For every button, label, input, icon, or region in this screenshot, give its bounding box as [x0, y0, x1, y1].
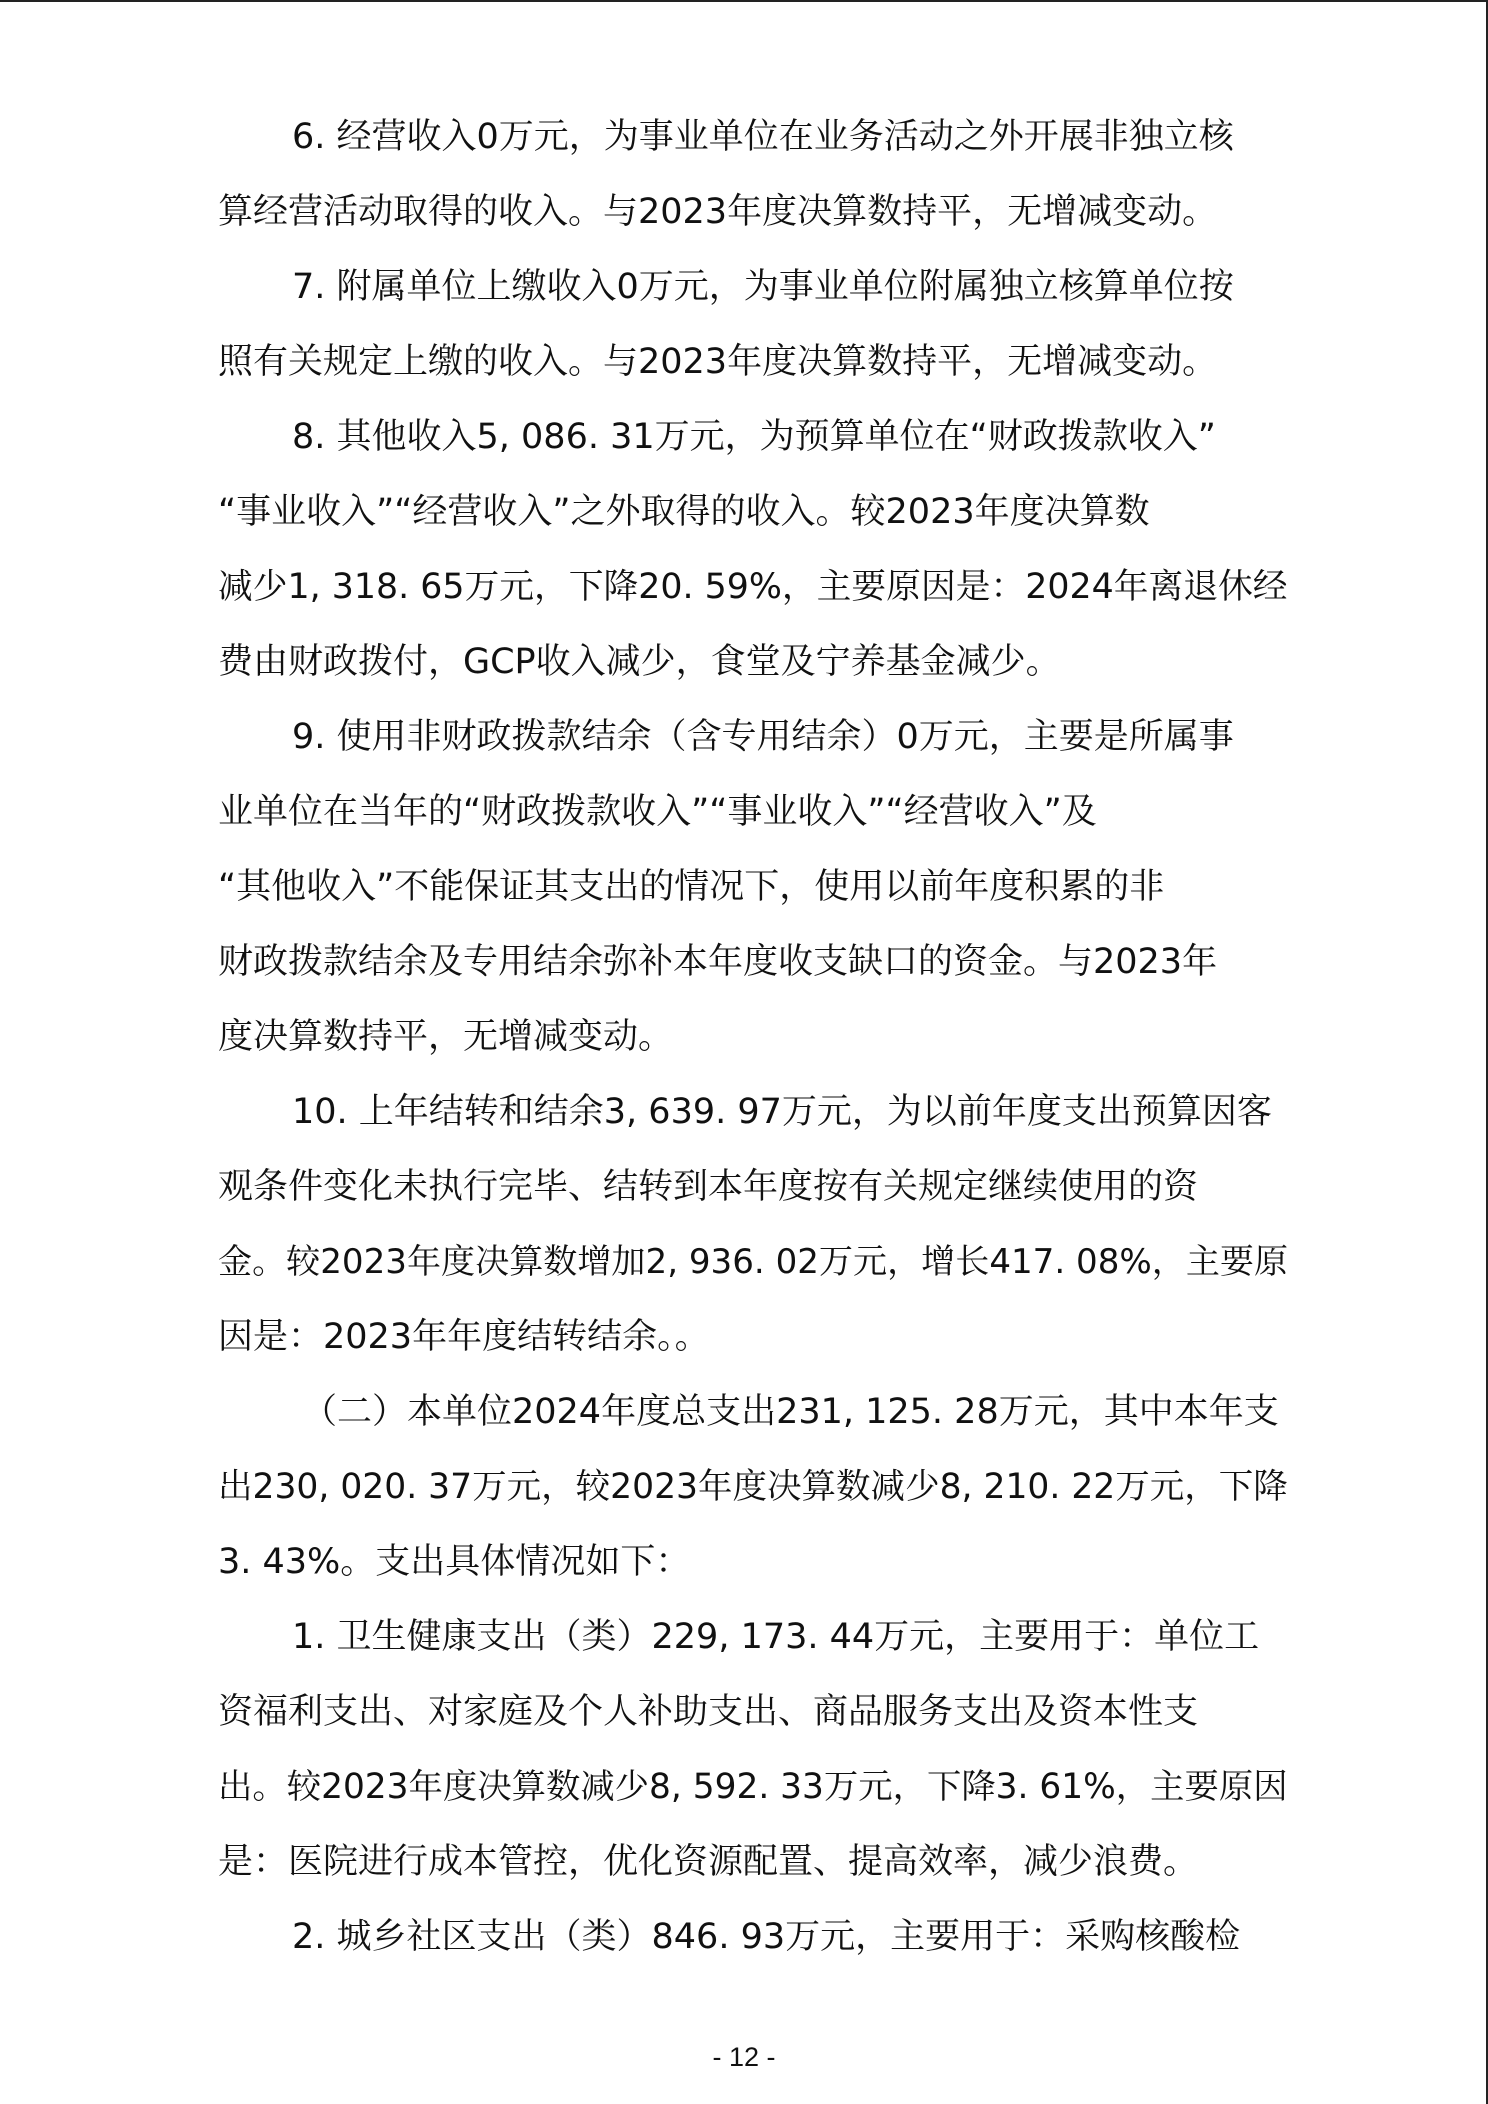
text-line: （二）本单位2024年度总支出231, 125. 28万元，其中本年支	[302, 1392, 1279, 1432]
text-line: 度决算数持平，无增减变动。	[218, 1017, 674, 1057]
text-line: 资福利支出、对家庭及个人补助支出、商品服务支出及资本性支	[218, 1692, 1199, 1732]
text-line: 出230, 020. 37万元，较2023年度决算数减少8, 210. 22万元，下降	[218, 1467, 1288, 1507]
text-line: “事业收入”“经营收入”之外取得的收入。较2023年度决算数	[218, 492, 1150, 532]
document-body	[218, 100, 1288, 1975]
text-line: “其他收入”不能保证其支出的情况下，使用以前年度积累的非	[218, 867, 1165, 907]
page-border-top	[0, 0, 1488, 2]
text-line: 2. 城乡社区支出（类）846. 93万元，主要用于：采购核酸检	[292, 1917, 1241, 1957]
text-line: 3. 43%。支出具体情况如下：	[218, 1542, 691, 1582]
text-line: 财政拨款结余及专用结余弥补本年度收支缺口的资金。与2023年	[218, 942, 1218, 982]
text-line: 8. 其他收入5, 086. 31万元，为预算单位在“财政拨款收入”	[292, 417, 1216, 457]
text-line: 10. 上年结转和结余3, 639. 97万元，为以前年度支出预算因客	[292, 1092, 1272, 1132]
text-line: 算经营活动取得的收入。与2023年度决算数持平，无增减变动。	[218, 192, 1218, 232]
text-line: 业单位在当年的“财政拨款收入”“事业收入”“经营收入”及	[218, 792, 1097, 832]
text-line: 费由财政拨付，GCP收入减少，食堂及宁养基金减少。	[218, 642, 1061, 682]
text-line: 金。较2023年度决算数增加2, 936. 02万元，增长417. 08%，主要原	[218, 1242, 1289, 1282]
text-line: 照有关规定上缴的收入。与2023年度决算数持平，无增减变动。	[218, 342, 1218, 382]
text-line: 因是：2023年年度结转结余。。	[218, 1317, 710, 1357]
text-line: 1. 卫生健康支出（类）229, 173. 44万元，主要用于：单位工	[292, 1617, 1260, 1657]
text-line: 9. 使用非财政拨款结余（含专用结余）0万元，主要是所属事	[292, 717, 1234, 757]
page-number: - 12 -	[712, 2042, 776, 2072]
text-line: 出。较2023年度决算数减少8, 592. 33万元，下降3. 61%，主要原因	[218, 1767, 1288, 1807]
text-line: 7. 附属单位上缴收入0万元，为事业单位附属独立核算单位按	[292, 267, 1234, 307]
text-line: 减少1, 318. 65万元，下降20. 59%，主要原因是：2024年离退休经	[218, 567, 1288, 607]
text-line: 观条件变化未执行完毕、结转到本年度按有关规定继续使用的资	[218, 1167, 1199, 1207]
text-line: 6. 经营收入0万元，为事业单位在业务活动之外开展非独立核	[292, 117, 1234, 157]
text-line: 是：医院进行成本管控，优化资源配置、提高效率，减少浪费。	[218, 1842, 1199, 1882]
